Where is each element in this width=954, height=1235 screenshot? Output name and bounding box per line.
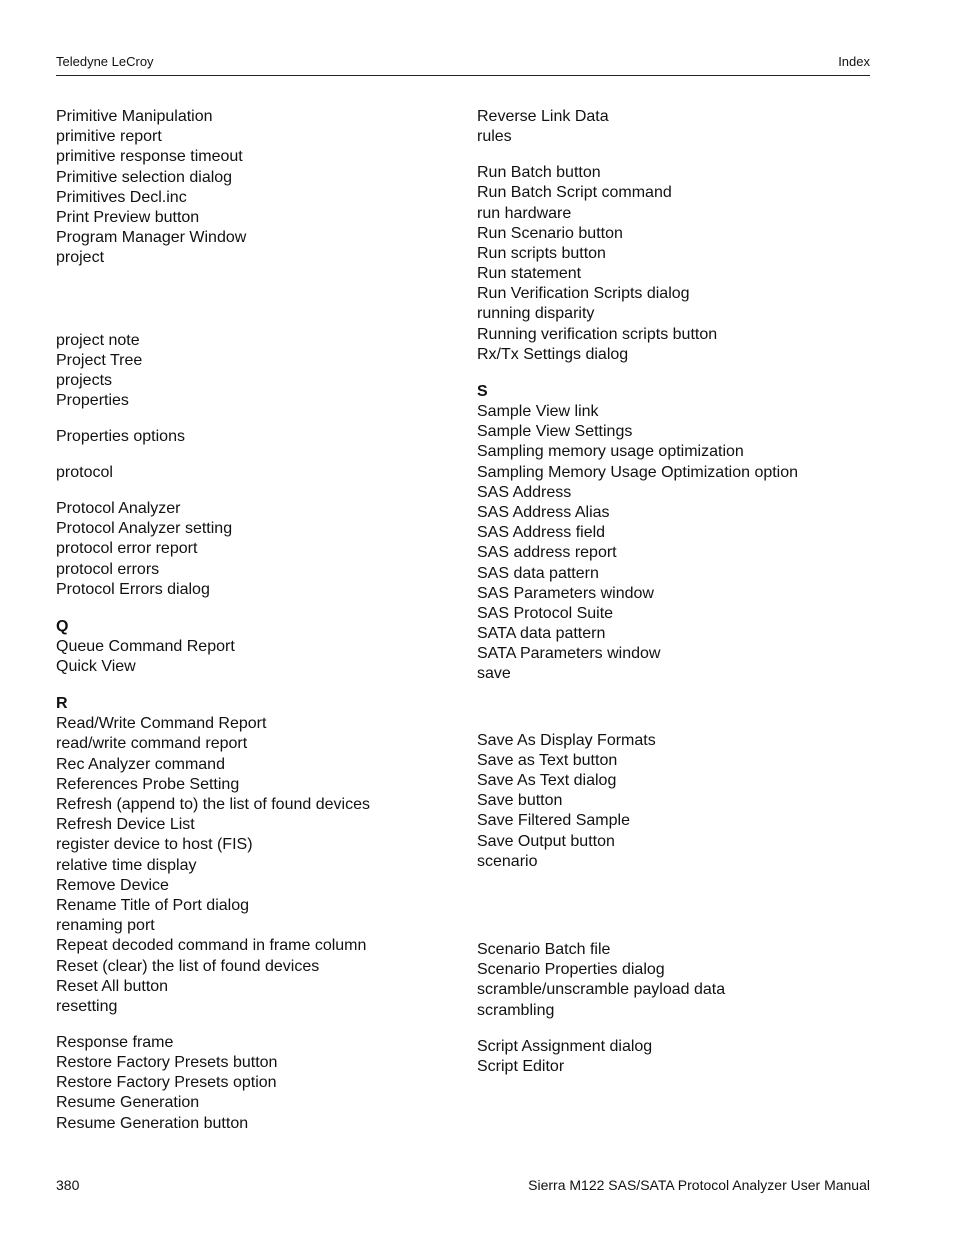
index-entry: Save Output button xyxy=(477,832,615,850)
index-group xyxy=(477,731,877,872)
index-group xyxy=(477,940,877,1021)
index-entry: Run Batch Script command xyxy=(477,184,672,202)
index-entry: Save as Text button xyxy=(477,751,618,769)
index-entry: Project Tree xyxy=(56,351,143,369)
page-footer xyxy=(56,1177,870,1197)
manual-title: Sierra M122 SAS/SATA Protocol Analyzer User Manual xyxy=(528,1177,870,1193)
index-group xyxy=(56,637,456,677)
index-entry: Reset All button xyxy=(56,977,169,995)
index-entry: Rename Title of Port dialog xyxy=(56,896,249,914)
index-column-right xyxy=(477,107,877,1077)
index-entry: Save Filtered Sample xyxy=(477,812,630,830)
index-letter-q: Q xyxy=(56,617,69,635)
index-letter-r: R xyxy=(56,695,68,713)
index-entry: SAS Address xyxy=(477,483,572,501)
index-entry: Script Assignment dialog xyxy=(477,1037,653,1055)
index-entry: Reverse Link Data xyxy=(477,108,609,125)
index-entry: SAS data pattern xyxy=(477,564,599,582)
index-entry: protocol error report xyxy=(56,540,198,558)
index-entry: SAS Address Alias xyxy=(477,503,610,521)
index-entry: Quick View xyxy=(56,658,136,676)
index-entry: resetting xyxy=(56,997,118,1015)
index-letter-s: S xyxy=(477,382,488,400)
index-entry: Print Preview button xyxy=(56,208,200,226)
header-section: Index xyxy=(838,54,870,69)
index-group xyxy=(477,402,877,685)
index-entry: Script Editor xyxy=(477,1057,565,1075)
index-entry: scramble/unscramble payload data xyxy=(477,981,726,999)
index-entry: Run Verification Scripts dialog xyxy=(477,285,690,303)
index-group xyxy=(477,107,877,147)
index-entry: Refresh Device List xyxy=(56,816,195,834)
index-entry: Restore Factory Presets button xyxy=(56,1054,278,1072)
index-entry: Rec Analyzer command xyxy=(56,755,225,773)
index-entry: Scenario Batch file xyxy=(477,940,611,958)
index-entry: Protocol Analyzer xyxy=(56,500,181,518)
index-entry: Primitives Decl.inc xyxy=(56,188,187,206)
index-group xyxy=(56,331,456,412)
index-entry: SATA Parameters window xyxy=(477,645,661,663)
index-entry: Sampling memory usage optimization xyxy=(477,443,744,461)
index-column-left xyxy=(56,107,456,1134)
index-entry: Save As Display Formats xyxy=(477,731,656,749)
index-entry: Primitive selection dialog xyxy=(56,168,233,186)
index-entry: Read/Write Command Report xyxy=(56,715,267,733)
index-entry: Rx/Tx Settings dialog xyxy=(477,345,629,363)
index-entry: rules xyxy=(477,128,512,146)
index-entry: Run Scenario button xyxy=(477,224,623,242)
index-entry: Resume Generation button xyxy=(56,1114,249,1132)
index-entry: Scenario Properties dialog xyxy=(477,961,665,979)
index-entry: renaming port xyxy=(56,917,155,935)
index-entry: Restore Factory Presets option xyxy=(56,1074,277,1092)
index-entry: Response frame xyxy=(56,1033,174,1051)
index-entry: run hardware xyxy=(477,204,572,222)
index-entry: primitive response timeout xyxy=(56,148,243,166)
index-entry: Running verification scripts button xyxy=(477,325,718,343)
index-entry: projects xyxy=(56,371,113,389)
index-entry: SATA data pattern xyxy=(477,625,606,643)
index-entry: Resume Generation xyxy=(56,1094,200,1112)
index-entry: Remove Device xyxy=(56,876,169,894)
index-group xyxy=(56,499,456,600)
index-entry: Queue Command Report xyxy=(56,637,235,655)
index-entry: Sample View link xyxy=(477,403,599,421)
index-group xyxy=(477,163,877,365)
index-entry: Run scripts button xyxy=(477,244,606,262)
index-entry: SAS address report xyxy=(477,544,617,562)
index-entry: Sample View Settings xyxy=(477,423,633,441)
index-entry: project xyxy=(56,249,105,267)
index-entry: scrambling xyxy=(477,1001,555,1019)
index-entry: Primitive Manipulation xyxy=(56,108,213,125)
index-entry: Reset (clear) the list of found devices xyxy=(56,957,320,975)
index-group xyxy=(56,463,456,483)
index-group xyxy=(56,714,456,1017)
index-entry: primitive report xyxy=(56,128,162,146)
index-entry: Repeat decoded command in frame column xyxy=(56,937,367,955)
header-company: Teledyne LeCroy xyxy=(56,54,154,69)
index-entry: SAS Address field xyxy=(477,524,606,542)
index-group xyxy=(56,427,456,447)
index-entry: Properties options xyxy=(56,428,185,446)
index-group xyxy=(56,1033,456,1134)
index-group xyxy=(477,1037,877,1077)
index-entry: Refresh (append to) the list of found devices xyxy=(56,796,370,814)
index-entry: Run Batch button xyxy=(477,164,601,182)
page-number: 380 xyxy=(56,1177,80,1193)
index-entry: Save As Text dialog xyxy=(477,772,617,790)
index-entry: read/write command report xyxy=(56,735,248,753)
page-header xyxy=(56,53,870,76)
index-entry: References Probe Setting xyxy=(56,775,240,793)
index-entry: Program Manager Window xyxy=(56,229,247,247)
index-entry: SAS Parameters window xyxy=(477,584,654,602)
index-entry: register device to host (FIS) xyxy=(56,836,253,854)
index-entry: Protocol Analyzer setting xyxy=(56,520,233,538)
index-entry: Properties xyxy=(56,392,129,410)
index-entry: Protocol Errors dialog xyxy=(56,580,210,598)
index-entry: Run statement xyxy=(477,265,582,283)
index-entry: save xyxy=(477,665,511,683)
index-entry: protocol xyxy=(56,464,113,482)
index-entry: project note xyxy=(56,331,140,349)
index-entry: SAS Protocol Suite xyxy=(477,604,614,622)
index-entry: protocol errors xyxy=(56,560,160,578)
index-entry: Save button xyxy=(477,792,563,810)
index-entry: scenario xyxy=(477,852,538,870)
index-entry: running disparity xyxy=(477,305,595,323)
index-group xyxy=(56,107,456,269)
index-entry: relative time display xyxy=(56,856,197,874)
index-entry: Sampling Memory Usage Optimization option xyxy=(477,463,799,481)
